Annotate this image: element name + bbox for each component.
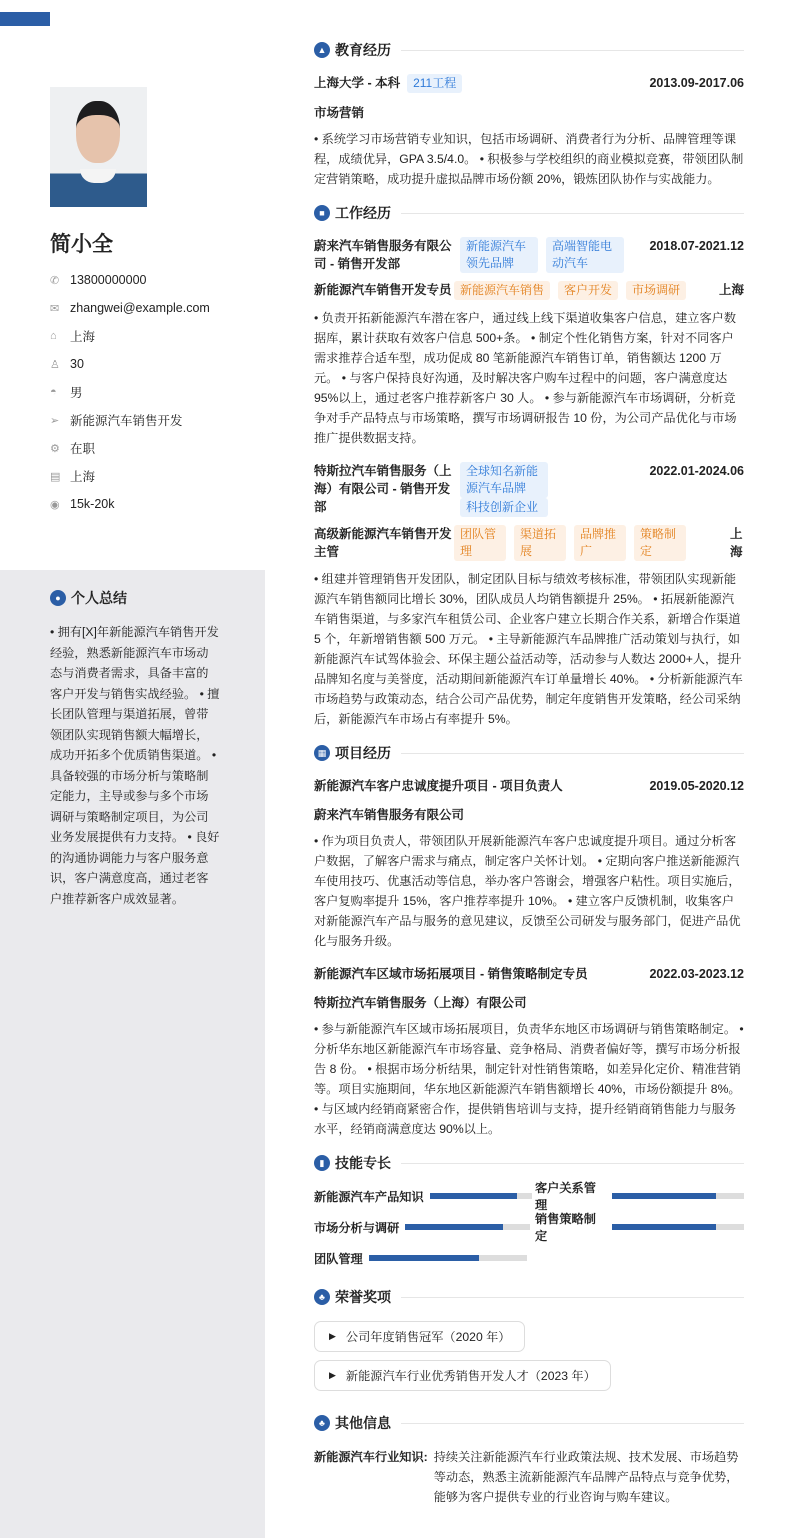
skill-bar [405, 1224, 530, 1230]
organization: 蔚来汽车销售服务有限公司 [314, 808, 465, 822]
building-icon: ▤ [50, 470, 61, 483]
salary-icon: ◉ [50, 498, 60, 511]
section-title: 个人总结 [71, 590, 127, 606]
chart-icon: ▮ [314, 1155, 330, 1171]
description: • 负责开拓新能源汽车潜在客户，通过线上线下渠道收集客户信息，建立客户数据库，累计获取有效客户信息 500+条。 • 制定个性化销售方案，针对不同客户需求推荐合适车型，成功促成 80 笔新能源汽车销售订单，销售额达 1200 万元。 • 与客户保持良好沟通，及时解决客户购车过程中的问题，客户满意度达 95%以上，通过老客户推荐新客户 30 人。 • 参与新能源汽车市场调研，分析竞争对手产品特点与市场策略，撰写市场调研报告 10 份，为公司产品优化与市场推广提供数据支持。 [314, 311, 737, 445]
info-row [50, 294, 210, 322]
avatar [50, 87, 147, 207]
school-tag: 211工程 [407, 74, 462, 93]
info-row [50, 322, 210, 350]
description: • 系统学习市场营销专业知识，包括市场调研、消费者行为分析、品牌管理等课程，成绩优异，GPA 3.5/4.0。 • 积极参与学校组织的商业模拟竞赛，带领团队制定营销策略，成功提升虚拟品牌市场份额 20%，锻炼团队协作与实战能力。 [314, 132, 744, 186]
description: • 组建并管理销售开发团队，制定团队目标与绩效考核标准，带领团队实现新能源汽车销售额同比增长 30%，团队成员人均销售额提升 25%。 • 拓展新能源汽车销售渠道，与多家汽车租赁公司、企业客户建立长期合作关系，新增合作渠道 5 个，年新增销售额 500 万元。 • 主导新能源汽车品牌推广活动策划与执行，如新能源汽车试驾体验会、环保主题公益活动等，活动参与人数达 2000+人，提升品牌知名度与美誉度，活动期间新能源汽车订单量增长 40%。 • 分析新能源汽车市场趋势与政策动态，结合公司产品优势，制定年度销售开发策略，经公司采纳后，新能源汽车市场占有率提升 5%。 [314, 572, 743, 726]
award-icon: ♣ [314, 1289, 330, 1305]
contact-info [50, 266, 210, 518]
info-text: zhangwei@example.com [70, 301, 210, 315]
skill-bar-fill [612, 1193, 716, 1199]
date: 2022.03-2023.12 [649, 967, 744, 981]
awards-section [314, 1287, 744, 1399]
skills-section [314, 1153, 744, 1267]
company-tag: 科技创新企业 [460, 498, 548, 517]
role: 新能源汽车销售开发专员 [314, 283, 452, 297]
date: 2019.05-2020.12 [649, 779, 744, 793]
work-item [314, 462, 744, 729]
grid-icon: ▦ [314, 745, 330, 761]
section-title: 工作经历 [335, 205, 391, 221]
skill-name: 销售策略制定 [535, 1212, 596, 1243]
project-name: 新能源汽车客户忠诚度提升项目 - 项目负责人 [314, 779, 563, 793]
profile-name: 简小全 [50, 233, 113, 256]
skill-name: 市场分析与调研 [314, 1220, 400, 1235]
skill-bar-fill [405, 1224, 503, 1230]
other-section [314, 1413, 744, 1507]
company: 蔚来汽车销售服务有限公司 - 销售开发部 [314, 239, 452, 271]
main-content [314, 40, 744, 1507]
home-icon: ⌂ [50, 330, 57, 342]
skill-bar-fill [430, 1193, 518, 1199]
skill-item [535, 1181, 744, 1212]
skill-bar [612, 1224, 744, 1230]
gender-icon: ◓ [50, 386, 57, 398]
info-row [50, 462, 210, 490]
company: 特斯拉汽车销售服务（上海）有限公司 - 销售开发部 [314, 464, 452, 514]
role-tag: 渠道拓展 [514, 525, 566, 561]
info-row [50, 490, 210, 518]
skill-name: 新能源汽车产品知识 [314, 1189, 424, 1204]
award-item[interactable] [314, 1360, 611, 1391]
description: • 参与新能源汽车区域市场拓展项目，负责华东地区市场调研与销售策略制定。 • 分析华东地区新能源汽车市场容量、竞争格局、消费者偏好等，撰写市场分析报告 8 份。 • 根据市场分析结果，制定针对性销售策略，如差异化定价、精准营销等。项目实施期间，华东地区新能源汽车销售额增长 40%，市场份额提升 8%。 • 与区域内经销商紧密合作，提供销售培训与支持，提升经销商销售能力与服务水平，经销商满意度达 90%以上。 [314, 1022, 744, 1136]
award-text: 新能源汽车行业优秀销售开发人才（2023 年） [345, 1369, 596, 1383]
skill-bar-fill [612, 1224, 716, 1230]
info-row [50, 378, 210, 406]
description: • 作为项目负责人，带领团队开展新能源汽车客户忠诚度提升项目。通过分析客户数据，了解客户需求与痛点，制定客户关怀计划。 • 定期向客户推送新能源汽车使用技巧、优惠活动等信息，举办客户答谢会，增强客户粘性。项目实施后，客户复购率提升 15%，客户推荐率提升 10%。 • 建立客户反馈机制，收集客户对新能源汽车产品与服务的意见建议，反馈至公司研发与服务部门，促进产品优化与服务升级。 [314, 834, 741, 948]
skill-name: 客户关系管理 [535, 1181, 596, 1212]
project-name: 新能源汽车区域市场拓展项目 - 销售策略制定专员 [314, 967, 588, 981]
skill-bar-fill [369, 1255, 480, 1261]
briefcase-icon: ■ [314, 205, 330, 221]
skill-item [314, 1187, 535, 1205]
phone-icon: ✆ [50, 274, 60, 287]
skill-name: 团队管理 [314, 1251, 363, 1266]
role: 高级新能源汽车销售开发主管 [314, 527, 452, 559]
role-tag: 品牌推广 [574, 525, 626, 561]
skill-item [314, 1218, 535, 1236]
caret-right-icon: ▶ [329, 1331, 336, 1341]
graduation-cap-icon: ▲ [314, 42, 330, 58]
summary-text: • 拥有[X]年新能源汽车销售开发经验，熟悉新能源汽车市场动态与消费者需求，具备丰富的客户开发与销售实战经验。 • 擅长团队管理与渠道拓展，曾带领团队实现销售额大幅增长，成功开拓多个优质销售渠道。 • 具备较强的市场分析与策略制定能力，主导或参与多个市场调研与策略制定项目，为公司业务发展提供有力支持。 • 良好的沟通协调能力与客户服务意识，客户满意度高，通过老客户推荐新客户成效显著。 [50, 625, 220, 906]
date: 2022.01-2024.06 [649, 464, 744, 478]
role-tag: 新能源汽车销售 [454, 281, 550, 300]
work-section [314, 203, 744, 729]
section-title: 荣誉奖项 [335, 1289, 391, 1305]
education-section [314, 40, 744, 189]
project-item [314, 777, 744, 951]
work-item [314, 237, 744, 448]
info-text: 新能源汽车销售开发 [70, 414, 183, 428]
organization: 特斯拉汽车销售服务（上海）有限公司 [314, 996, 527, 1010]
skill-bar [430, 1193, 532, 1199]
info-row [50, 350, 210, 378]
info-text: 上海 [70, 330, 96, 344]
skill-bar [612, 1193, 744, 1199]
section-title: 技能专长 [335, 1155, 391, 1171]
role-tag: 市场调研 [626, 281, 686, 300]
company-tag: 全球知名新能源汽车品牌 [460, 462, 548, 498]
city: 上海 [718, 283, 744, 297]
section-title: 其他信息 [335, 1415, 391, 1431]
city: 上海 [730, 527, 743, 559]
sidebar [0, 0, 265, 1538]
info-text: 15k-20k [70, 497, 115, 511]
skill-item [535, 1212, 744, 1243]
age-icon: ♙ [50, 358, 60, 371]
info-row [50, 406, 210, 434]
send-icon: ➢ [50, 414, 60, 427]
skill-item [314, 1249, 535, 1267]
info-row [50, 434, 210, 462]
section-title: 教育经历 [335, 42, 391, 58]
date: 2013.09-2017.06 [649, 76, 744, 90]
info-text: 男 [70, 386, 83, 400]
summary-section [50, 588, 220, 909]
award-text: 公司年度销售冠军（2020 年） [345, 1330, 511, 1344]
info-row [50, 266, 210, 294]
info-text: 30 [70, 357, 84, 371]
company-tag: 新能源汽车领先品牌 [460, 237, 538, 273]
mail-icon: ✉ [50, 302, 60, 315]
role-tag: 团队管理 [454, 525, 506, 561]
company-tag: 高端智能电动汽车 [546, 237, 624, 273]
school: 上海大学 - 本科 [314, 76, 401, 90]
info-text: 13800000000 [70, 273, 147, 287]
other-label: 新能源汽车行业知识: [314, 1450, 428, 1464]
info-icon: ♣ [314, 1415, 330, 1431]
projects-section [314, 743, 744, 1139]
role-tag: 策略制定 [634, 525, 686, 561]
info-text: 上海 [70, 470, 96, 484]
user-icon: ● [50, 590, 66, 606]
project-item [314, 965, 744, 1139]
skill-bar [369, 1255, 527, 1261]
caret-right-icon: ▶ [329, 1370, 336, 1380]
date: 2018.07-2021.12 [649, 239, 744, 253]
role-tag: 客户开发 [558, 281, 618, 300]
section-title: 项目经历 [335, 745, 391, 761]
other-text: 持续关注新能源汽车行业政策法规、技术发展、市场趋势等动态，熟悉主流新能源汽车品牌产品特点与竞争优势，能够为客户提供专业的行业咨询与购车建议。 [433, 1450, 739, 1504]
award-item[interactable] [314, 1321, 525, 1352]
status-icon: ⚙ [50, 442, 60, 455]
info-text: 在职 [70, 442, 96, 456]
major: 市场营销 [314, 106, 365, 120]
